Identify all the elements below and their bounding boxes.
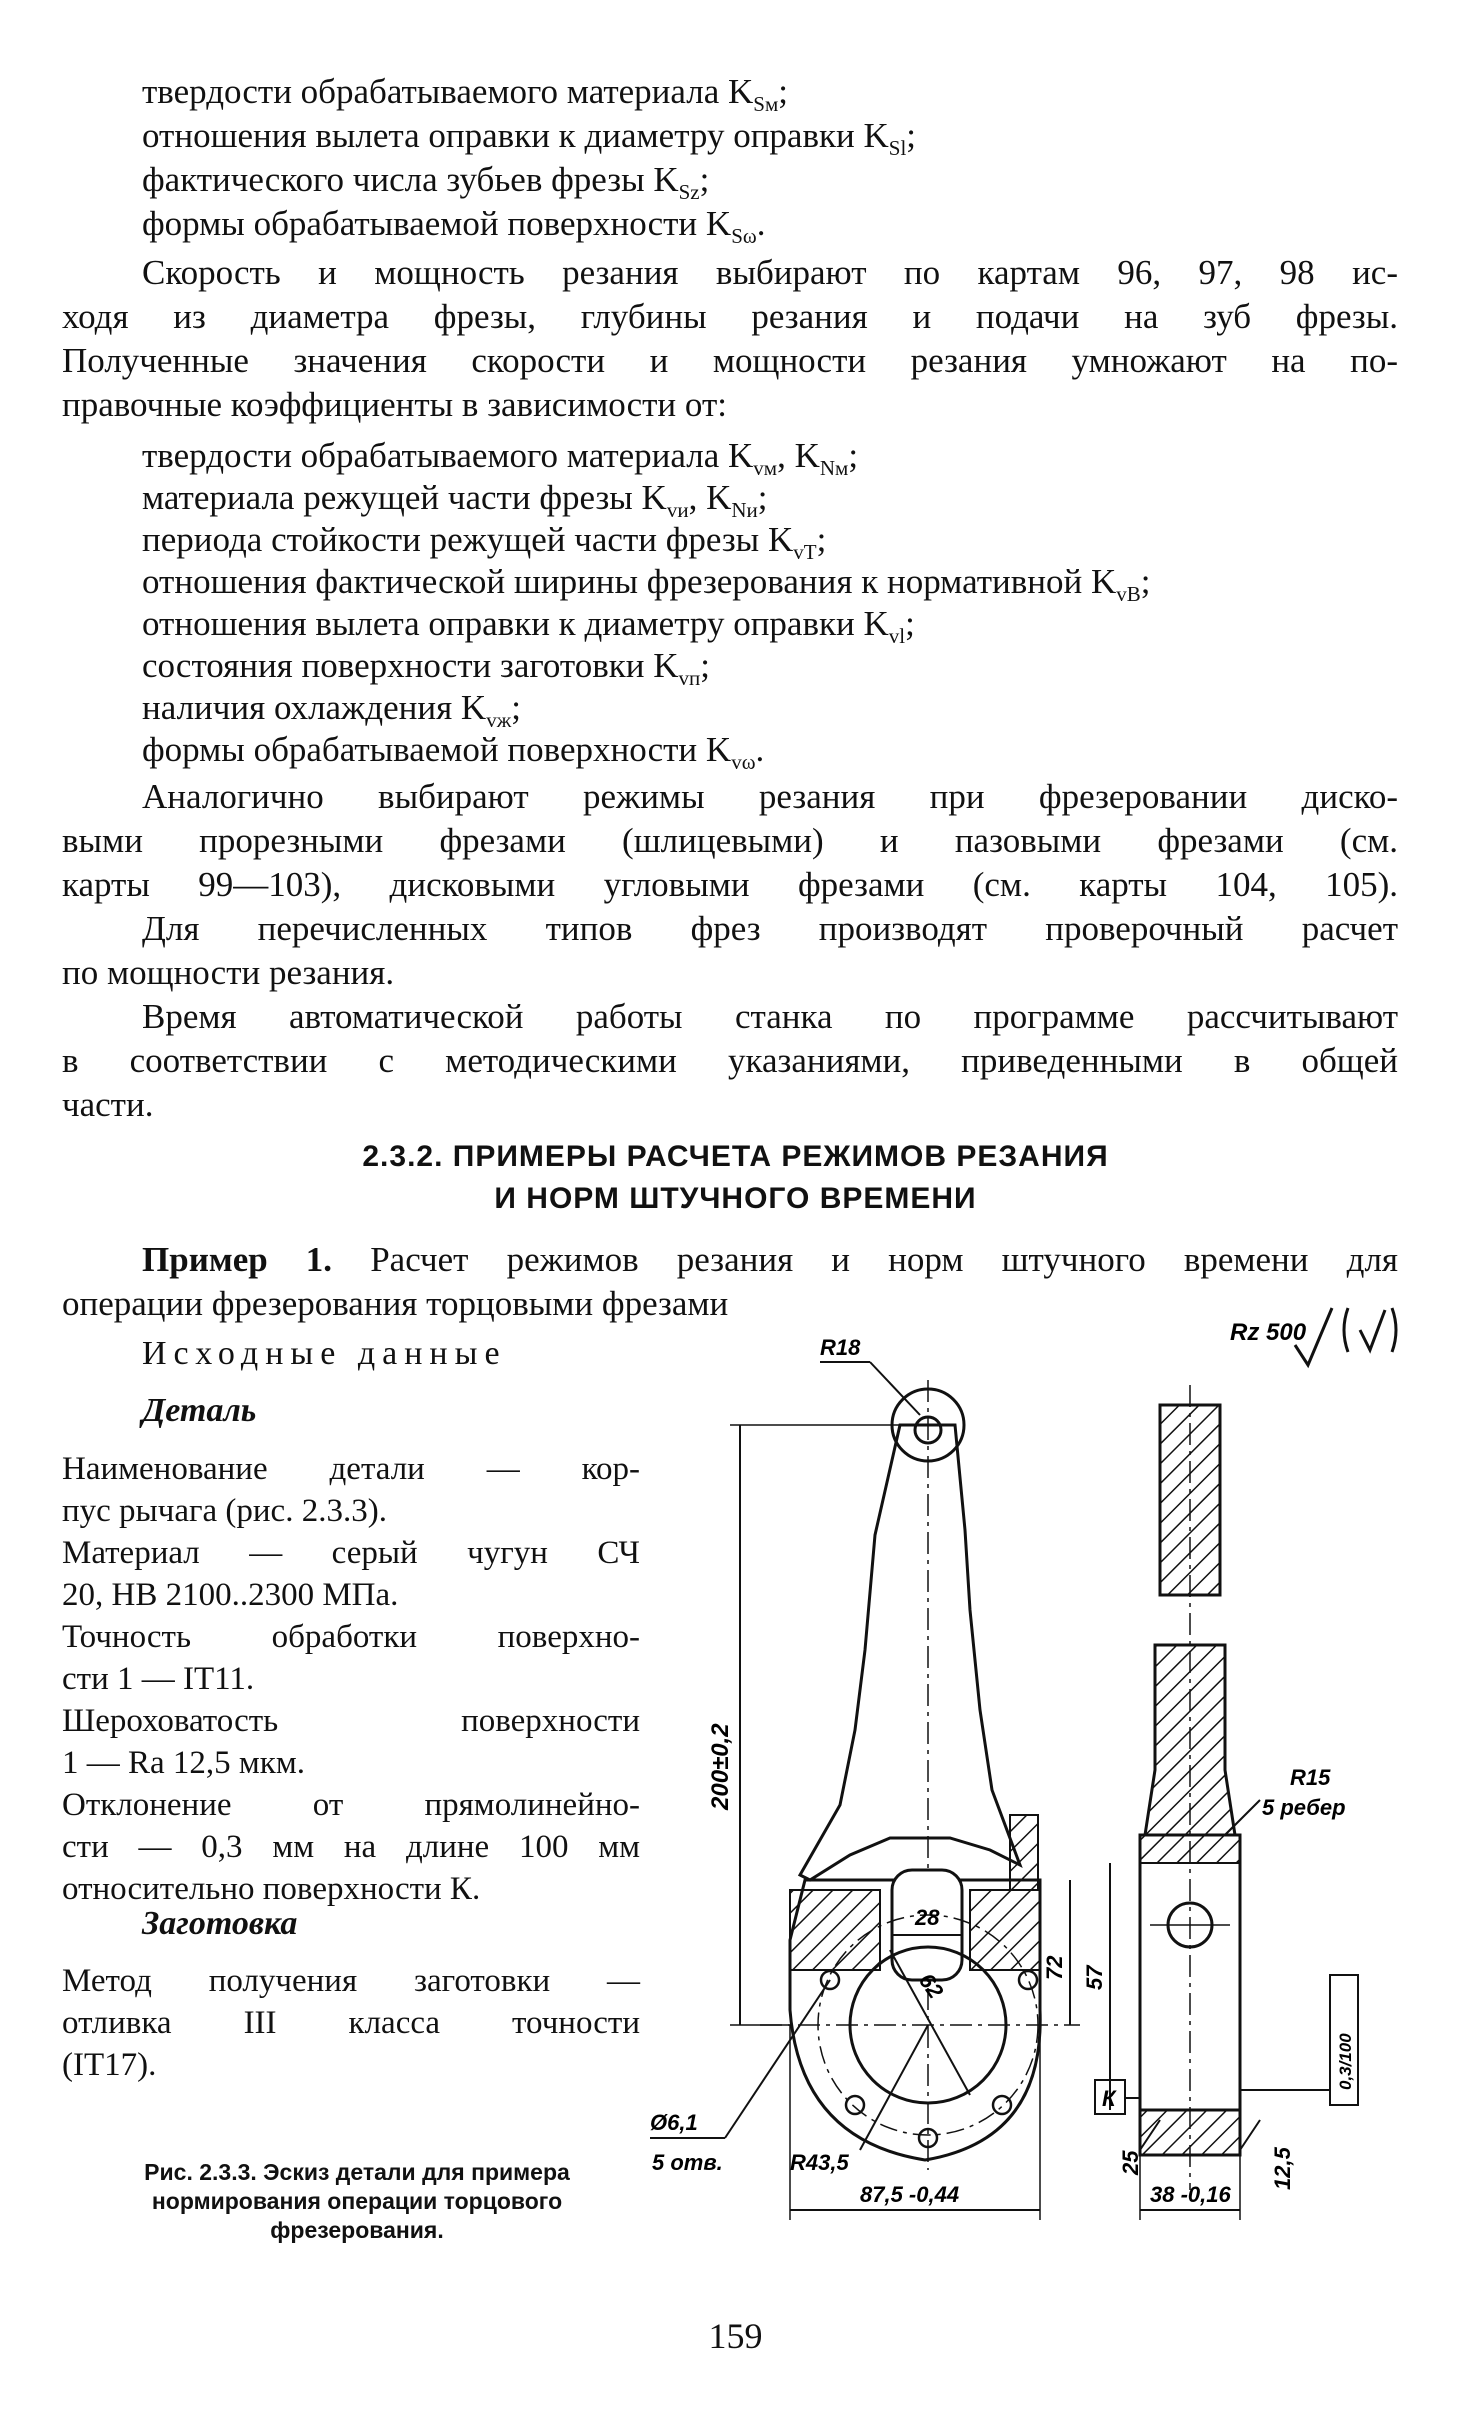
holes-label: 5 отв. (652, 2150, 723, 2175)
r43-label: R43,5 (790, 2150, 849, 2175)
intro-subscript: Sl (888, 136, 907, 160)
para3-line: по мощности резания. (62, 953, 395, 992)
detail-line: Шероховатость поверхности (62, 1703, 640, 1739)
ribs-label: 5 ребер (1262, 1795, 1346, 1820)
coef-text: наличия охлаждения K (142, 688, 487, 727)
side-rib (1145, 1645, 1235, 1835)
dim-72-label: 72 (1042, 1955, 1067, 1980)
para1-line: Полученные значения скорости и мощности резания умножают на по- (62, 341, 1398, 380)
coef-text: отношения вылета оправки к диаметру оправки K (142, 604, 889, 643)
coef-end: ; (511, 688, 521, 727)
para1-line: ходя из диаметра фрезы, глубины резания и подачи на зуб фрезы. (62, 297, 1398, 336)
dim-38-label: 38 -0,16 (1150, 2182, 1231, 2207)
coef-subscript: vи (666, 498, 689, 522)
coef-subscript: vl (888, 624, 906, 648)
coef-text: состояния поверхности заготовки K (142, 646, 679, 685)
intro-text: отношения вылета оправки к диаметру оправки K (142, 116, 889, 155)
blank-line: Метод получения заготовки — (62, 1963, 640, 1999)
coef-end: ; (816, 520, 827, 559)
intro-subscript: Sм (753, 92, 779, 116)
dim-87-label: 87,5 -0,44 (860, 2182, 960, 2207)
dia61-label: Ø6,1 (650, 2110, 698, 2135)
coef-subscript: vм (753, 456, 778, 480)
dim-28-label: 28 (915, 1905, 940, 1930)
hatched-rib (1010, 1815, 1038, 1890)
dim-125-label: 12,5 (1270, 2147, 1295, 2190)
coef-subscript: Nи (731, 498, 758, 522)
hatched-band-right (970, 1890, 1040, 1970)
blank-line: отливка III класса точности (62, 2005, 640, 2041)
caption-line: Рис. 2.3.3. Эскиз детали для примера (144, 2159, 570, 2185)
example-line1 (142, 1238, 1398, 1282)
roughness-label: Rz 500 (1230, 1319, 1307, 1346)
example-title: Расчет режимов резания и норм штучного времени для (370, 1240, 1399, 1279)
intro-subscript: Sω (731, 224, 757, 248)
part-drawing (640, 1290, 1420, 2260)
bolt-hole (846, 2096, 864, 2114)
r15-label: R15 (1290, 1765, 1331, 1790)
lever-arm (800, 1425, 1020, 1880)
figure-caption (62, 2158, 652, 2245)
section-heading-line2: И НОРМ ШТУЧНОГО ВРЕМЕНИ (494, 1182, 977, 1215)
coef-subscript: vB (1116, 582, 1141, 606)
coef-text: периода стойкости режущей части фрезы K (142, 520, 794, 559)
detail-block (62, 1448, 640, 1910)
para1-line: Скорость и мощность резания выбирают по картам 96, 97, 98 ис- (142, 253, 1398, 292)
flatness-label: 0,3/100 (1336, 2033, 1355, 2090)
coef-subscript: vп (678, 666, 701, 690)
bolt-hole (1019, 1971, 1037, 1989)
intro-text: твердости обрабатываемого материала K (142, 72, 754, 111)
coef-text: формы обрабатываемой поверхности K (142, 730, 732, 769)
r18-leader (870, 1362, 920, 1415)
section-heading-line1: 2.3.2. ПРИМЕРЫ РАСЧЕТА РЕЖИМОВ РЕЗАНИЯ (362, 1140, 1109, 1173)
coef-end: . (755, 730, 765, 769)
para4-line: части. (62, 1085, 154, 1124)
para2-line: выми прорезными фрезами (шлицевыми) и пазовыми фрезами (см. (62, 821, 1398, 860)
r43-leader (860, 2025, 928, 2150)
intro-end: ; (778, 72, 788, 111)
blank-line: (IT17). (62, 2047, 157, 2083)
side-flange (1140, 2110, 1240, 2155)
datum-label: К (1102, 2086, 1116, 2111)
caption-line: нормирования операции торцового (151, 2188, 563, 2214)
detail-line: Материал — серый чугун СЧ (62, 1535, 640, 1571)
blank-block (62, 1960, 640, 2086)
detail-line: Наименование детали — кор- (62, 1451, 640, 1487)
intro-item (142, 202, 765, 258)
intro-end: ; (906, 116, 917, 155)
r18-label: R18 (820, 1335, 861, 1360)
detail-line: Точность обработки поверхно- (62, 1619, 640, 1655)
coef-text: отношения фактической ширины фрезерования к нормативной K (142, 562, 1117, 601)
detail-line: сти — 0,3 мм на длине 100 мм (62, 1829, 640, 1865)
dim-62-label: 62 (913, 1968, 949, 2003)
coef-subscript: vω (731, 750, 756, 774)
initial-data-title: Исходные данные (142, 1335, 507, 1372)
coef-text: материала режущей части фрезы K (142, 478, 667, 517)
para4-line: в соответствии с методическими указаниями, приведенными в общей (62, 1041, 1398, 1080)
coef-text: твердости обрабатываемого материала K (142, 436, 754, 475)
example-label: Пример 1. (142, 1240, 333, 1279)
coef-end: ; (1140, 562, 1151, 601)
example-line2: операции фрезерования торцовыми фрезами (62, 1284, 729, 1323)
para3-line: Для перечисленных типов фрез производят проверочный расчет (142, 909, 1398, 948)
intro-text: формы обрабатываемой поверхности K (142, 204, 732, 243)
roughness-symbol-bracket (1344, 1308, 1396, 1352)
para2-line: карты 99—103), дисковыми угловыми фрезами (см. карты 104, 105). (62, 865, 1398, 904)
dim-57-label: 57 (1082, 1965, 1107, 1990)
para4-line: Время автоматической работы станка по программе рассчитывают (142, 997, 1398, 1036)
detail-line: 20, НВ 2100..2300 МПа. (62, 1577, 399, 1613)
coef-subscript: vж (486, 708, 512, 732)
hatched-band-left (790, 1890, 880, 1970)
coef-end: ; (700, 646, 711, 685)
coef-mid: , K (777, 436, 820, 475)
para1-line: правочные коэффициенты в зависимости от: (62, 385, 727, 424)
intro-subscript: Sz (678, 180, 700, 204)
coef-subscript: vT (793, 540, 817, 564)
blank-title: Заготовка (142, 1905, 298, 1942)
intro-end: . (756, 204, 766, 243)
coef-end: ; (757, 478, 768, 517)
coef-end: ; (905, 604, 915, 643)
bolt-hole (993, 2096, 1011, 2114)
para2-line: Аналогично выбирают режимы резания при фрезеровании диско- (142, 777, 1398, 816)
detail-line: 1 — Ra 12,5 мкм. (62, 1745, 305, 1781)
page-number: 159 (708, 2316, 763, 2356)
caption-line: фрезерования. (270, 2217, 444, 2243)
detail-title: Деталь (142, 1392, 257, 1429)
side-hub-band (1140, 1835, 1240, 1863)
dim-25-label: 25 (1118, 2150, 1143, 2175)
detail-line: Отклонение от прямолинейно- (62, 1787, 640, 1823)
intro-text: фактического числа зубьев фрезы K (142, 160, 679, 199)
intro-end: ; (699, 160, 710, 199)
coef-end: ; (848, 436, 859, 475)
coef-subscript: Nм (819, 456, 849, 480)
coef-mid: , K (688, 478, 732, 517)
dim-200-label: 200±0,2 (707, 1723, 734, 1810)
detail-line: относительно поверхности К. (62, 1871, 481, 1907)
detail-line: сти 1 — IT11. (62, 1661, 255, 1697)
detail-line: пус рычага (рис. 2.3.3). (62, 1493, 387, 1529)
